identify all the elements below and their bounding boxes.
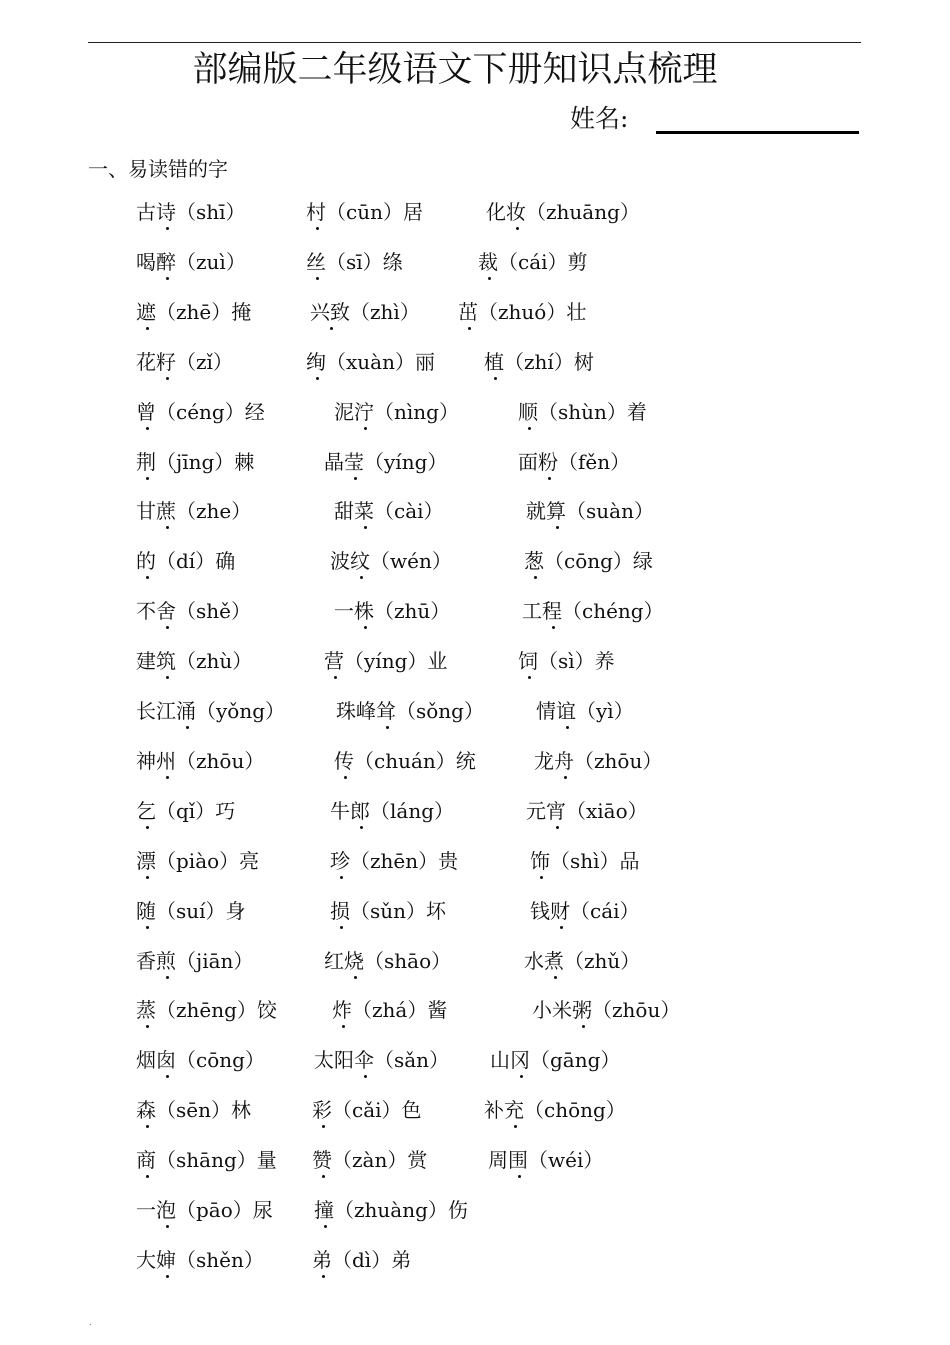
word-item: 烟囱（cōng） (136, 1048, 265, 1073)
emphasis-dot (342, 1025, 345, 1028)
emphasis-dot (534, 576, 537, 579)
word-item: 遮（zhē）掩 (136, 299, 252, 324)
emphasis-dot (386, 726, 389, 729)
word-item: 一株（zhū） (334, 599, 451, 624)
emphasis-dot (516, 227, 519, 230)
word-item: 甜菜（cài） (334, 499, 444, 524)
emphasis-dot (146, 477, 149, 480)
word-item: 漂（piào）亮 (136, 848, 260, 873)
word-item: 一泡（pāo）尿 (136, 1198, 273, 1222)
emphasis-dot (564, 776, 567, 779)
name-label: 姓名: (570, 104, 629, 133)
word-item: 甘蔗（zhe） (136, 499, 252, 524)
word-item: 的（dí）确 (136, 549, 236, 574)
word-item: 神州（zhōu） (136, 748, 265, 773)
word-item: 兴致（zhì） (310, 299, 420, 324)
emphasis-dot (166, 377, 169, 380)
emphasis-dot (166, 526, 169, 529)
word-item: 长江涌（yǒng） (136, 699, 286, 723)
word-item: 就算（suàn） (526, 499, 654, 524)
word-item: 工程（chéng） (522, 599, 664, 624)
word-item: 牛郎（láng） (330, 798, 455, 823)
emphasis-dot (146, 576, 149, 579)
emphasis-dot (364, 1075, 367, 1078)
emphasis-dot (322, 1275, 325, 1278)
emphasis-dot (548, 477, 551, 480)
emphasis-dot (488, 277, 491, 280)
emphasis-dot (364, 526, 367, 529)
emphasis-dot (316, 377, 319, 380)
word-item: 面粉（fěn） (518, 449, 631, 474)
emphasis-dot (330, 327, 333, 330)
footer-mark: . (89, 1318, 92, 1327)
emphasis-dot (166, 976, 169, 979)
word-item: 炸（zhá）酱 (332, 998, 448, 1023)
section-heading: 一、易读错的字 (88, 157, 228, 181)
emphasis-dot (146, 1175, 149, 1178)
word-item: 顺（shùn）着 (518, 399, 647, 424)
word-item: 商（shāng）量 (136, 1148, 277, 1173)
word-item: 化妆（zhuāng） (486, 200, 640, 224)
emphasis-dot (146, 427, 149, 430)
emphasis-dot (316, 277, 319, 280)
word-item: 营（yíng）业 (324, 649, 448, 674)
top-rule (88, 42, 861, 43)
emphasis-dot (582, 1025, 585, 1028)
word-item: 茁（zhuó）壮 (458, 299, 587, 324)
emphasis-dot (364, 626, 367, 629)
word-item: 龙舟（zhōu） (534, 748, 663, 773)
document-title: 部编版二年级语文下册知识点梳理 (192, 50, 718, 90)
word-item: 随（suí）身 (136, 898, 246, 923)
emphasis-dot (146, 327, 149, 330)
emphasis-dot (360, 576, 363, 579)
emphasis-dot (166, 227, 169, 230)
word-item: 乞（qǐ）巧 (136, 798, 236, 823)
word-item: 饲（sì）养 (518, 649, 615, 674)
emphasis-dot (560, 926, 563, 929)
emphasis-dot (166, 676, 169, 679)
word-item: 钱财（cái） (530, 898, 640, 923)
emphasis-dot (146, 1025, 149, 1028)
word-item: 彩（cǎi）色 (312, 1098, 422, 1123)
word-item: 山冈（gāng） (490, 1048, 621, 1073)
emphasis-dot (566, 726, 569, 729)
word-item: 波纹（wén） (330, 549, 452, 574)
word-item: 赞（zàn）赏 (312, 1148, 428, 1173)
emphasis-dot (146, 876, 149, 879)
word-item: 传（chuán）统 (334, 748, 476, 773)
word-item: 古诗（shī） (136, 200, 246, 224)
emphasis-dot (166, 1275, 169, 1278)
name-blank-line (656, 131, 859, 134)
emphasis-dot (166, 1225, 169, 1228)
emphasis-dot (354, 477, 357, 480)
word-item: 情谊（yì） (536, 699, 634, 723)
emphasis-dot (552, 626, 555, 629)
emphasis-dot (556, 826, 559, 829)
word-item: 绚（xuàn）丽 (306, 349, 435, 374)
word-item: 香煎（jiān） (136, 948, 254, 973)
emphasis-dot (340, 926, 343, 929)
emphasis-dot (166, 776, 169, 779)
word-item: 补充（chōng） (484, 1098, 626, 1123)
emphasis-dot (540, 876, 543, 879)
word-item: 大婶（shěn） (136, 1247, 264, 1272)
word-item: 植（zhí）树 (484, 349, 594, 374)
word-item: 蒸（zhēng）饺 (136, 998, 277, 1023)
word-item: 周围（wéi） (488, 1148, 604, 1173)
emphasis-dot (166, 626, 169, 629)
emphasis-dot (494, 377, 497, 380)
emphasis-dot (528, 427, 531, 430)
word-item: 丝（sī）绦 (306, 249, 403, 274)
word-item: 花籽（zǐ） (136, 349, 233, 374)
emphasis-dot (468, 327, 471, 330)
emphasis-dot (344, 776, 347, 779)
emphasis-dot (322, 1125, 325, 1128)
word-item: 弟（dì）弟 (312, 1247, 412, 1272)
word-item: 泥泞（nìng） (334, 399, 459, 424)
word-item: 水煮（zhǔ） (524, 948, 641, 973)
emphasis-dot (166, 1075, 169, 1078)
emphasis-dot (324, 1225, 327, 1228)
emphasis-dot (360, 826, 363, 829)
emphasis-dot (520, 1075, 523, 1078)
word-item: 荆（jīng）棘 (136, 449, 255, 474)
emphasis-dot (528, 676, 531, 679)
word-item: 裁（cái）剪 (478, 249, 588, 274)
emphasis-dot (316, 227, 319, 230)
word-item: 元宵（xiāo） (526, 798, 648, 823)
emphasis-dot (146, 826, 149, 829)
emphasis-dot (364, 427, 367, 430)
word-item: 葱（cōng）绿 (524, 549, 653, 574)
word-item: 损（sǔn）坏 (330, 898, 447, 923)
emphasis-dot (146, 926, 149, 929)
emphasis-dot (514, 1125, 517, 1128)
word-item: 森（sēn）林 (136, 1098, 251, 1123)
word-item: 村（cūn）居 (306, 200, 423, 224)
word-item: 小米粥（zhōu） (532, 998, 681, 1023)
emphasis-dot (186, 726, 189, 729)
word-item: 珍（zhēn）贵 (330, 848, 459, 873)
word-item: 太阳伞（sǎn） (314, 1048, 450, 1073)
word-item: 晶莹（yíng） (324, 449, 448, 474)
emphasis-dot (340, 876, 343, 879)
word-item: 不舍（shě） (136, 599, 251, 624)
emphasis-dot (518, 1175, 521, 1178)
word-item: 撞（zhuàng）伤 (314, 1198, 468, 1222)
word-item: 建筑（zhù） (136, 649, 253, 674)
emphasis-dot (354, 976, 357, 979)
word-item: 喝醉（zuì） (136, 249, 246, 274)
emphasis-dot (166, 277, 169, 280)
word-item: 曾（céng）经 (136, 399, 265, 424)
word-item: 饰（shì）品 (530, 848, 640, 873)
emphasis-dot (146, 1125, 149, 1128)
emphasis-dot (334, 676, 337, 679)
emphasis-dot (554, 976, 557, 979)
emphasis-dot (322, 1175, 325, 1178)
word-item: 珠峰耸（sǒng） (336, 699, 484, 723)
word-item: 红烧（shāo） (324, 948, 452, 973)
emphasis-dot (556, 526, 559, 529)
